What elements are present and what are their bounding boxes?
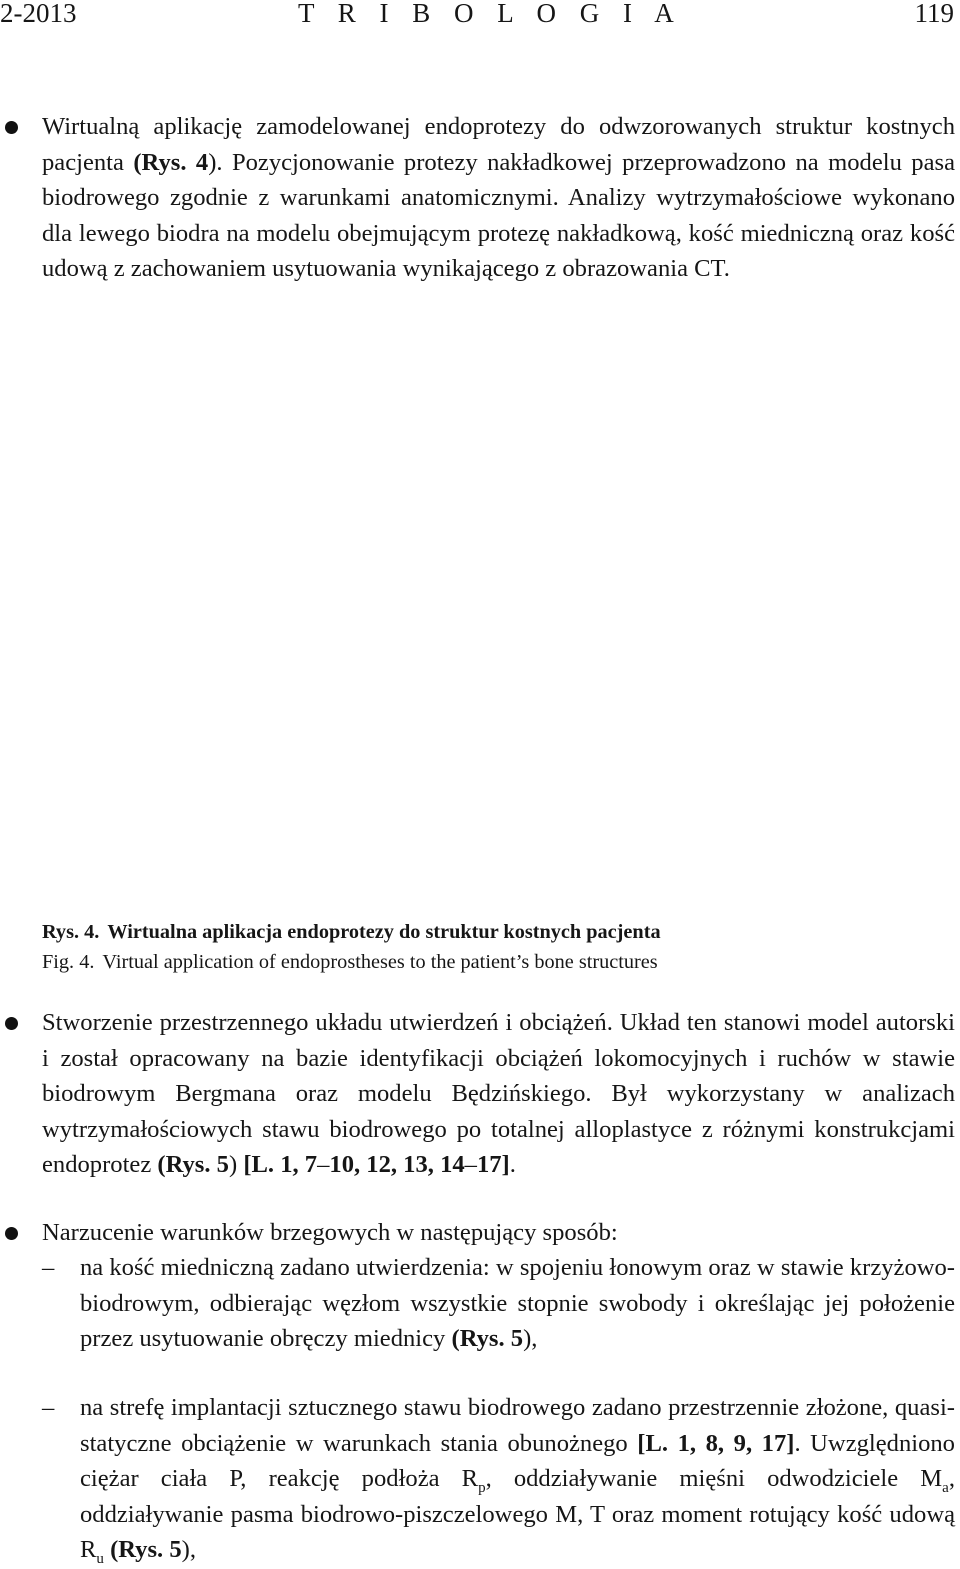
- issue-number: 2-2013: [0, 0, 77, 28]
- literature-reference[interactable]: 17]: [476, 1151, 510, 1179]
- journal-title: T R I B O L O G I A: [298, 0, 683, 28]
- figure-reference[interactable]: (Rys. 4: [133, 148, 209, 176]
- dash-marker: –: [42, 1394, 55, 1421]
- figure-caption-polish: Rys. 4. Wirtualna aplikacja endoprotezy do struktur kostnych pacjenta: [42, 921, 661, 943]
- literature-reference[interactable]: 10, 12, 13, 14: [329, 1151, 465, 1179]
- list-item-pelvic-fixation: – na kość miedniczną zadano utwierdzenia: w spojeniu łonowym oraz w stawie krzyżowo-biodrowym, odbierając węzłom wszystkie stopnie swobody i określając jej położenie przez usytuowanie obręczy miednicy (Rys. 5),: [42, 1250, 955, 1357]
- paragraph-boundary-conditions: Narzucenie warunków brzegowych w następujący sposób:: [42, 1219, 618, 1246]
- figure-reference[interactable]: (Rys. 5: [451, 1325, 524, 1353]
- paragraph-virtual-application: Wirtualną aplikację zamodelowanej endoprotezy do odwzorowanych struktur kostnych pacjenta (Rys. 4). Pozycjonowanie protezy nakładkowej przeprowadzono na modelu pasa biodrowego zgodnie z warunkami anatomicznymi. Analizy wytrzymałościowe wykonano dla lewego biodra na modelu obejmującym protezę nakładkową, kość miedniczną oraz kość udową z zachowaniem usytuowania wynikającego z obrazowania CT.: [42, 113, 955, 283]
- running-header: [0, 0, 958, 32]
- paragraph-load-system: Stworzenie przestrzennego układu utwierdzeń i obciążeń. Układ ten stanowi model autorski i został opracowany na bazie identyfikacji obciążeń lokomocyjnych i ruchów w stawie biodrowym Bergmana oraz modelu Będzińskiego. Był wykorzystany w analizach wytrzymałościowych stawu biodrowego po totalnej alloplastyce z różnymi konstrukcjami endoprotez (Rys. 5) [L. 1, 7–10, 12, 13, 14–17].: [42, 1009, 955, 1179]
- list-item-implant-loading: – na strefę implantacji sztucznego stawu biodrowego zadano przestrzennie złożone, quasi-statyczne obciążenie w warunkach stania obunożnego [L. 1, 8, 9, 17]. Uwzględniono ciężar ciała P, reakcję podłoża $R_p$, oddziaływanie mięśni odwodziciele $M_a$, oddziaływanie pasma biodrowo-piszczelowego M, T oraz moment rotujący kość udową $R_u$ (Rys. 5),: [42, 1390, 955, 1568]
- figure-reference[interactable]: (Rys. 5: [157, 1151, 229, 1179]
- bullet-icon: [5, 121, 18, 134]
- dash-marker: –: [42, 1254, 55, 1281]
- figure-reference[interactable]: (Rys. 5: [110, 1536, 182, 1564]
- figure-caption-english: Fig. 4. Virtual application of endoprostheses to the patient’s bone structures: [42, 951, 658, 973]
- literature-reference[interactable]: [L. 1, 7: [243, 1151, 318, 1179]
- literature-reference[interactable]: [L. 1, 8, 9, 17]: [637, 1429, 795, 1457]
- page-number: 119: [914, 0, 954, 28]
- bullet-icon: [5, 1017, 18, 1030]
- bullet-icon: [5, 1227, 18, 1240]
- figure-4-image: [42, 350, 902, 910]
